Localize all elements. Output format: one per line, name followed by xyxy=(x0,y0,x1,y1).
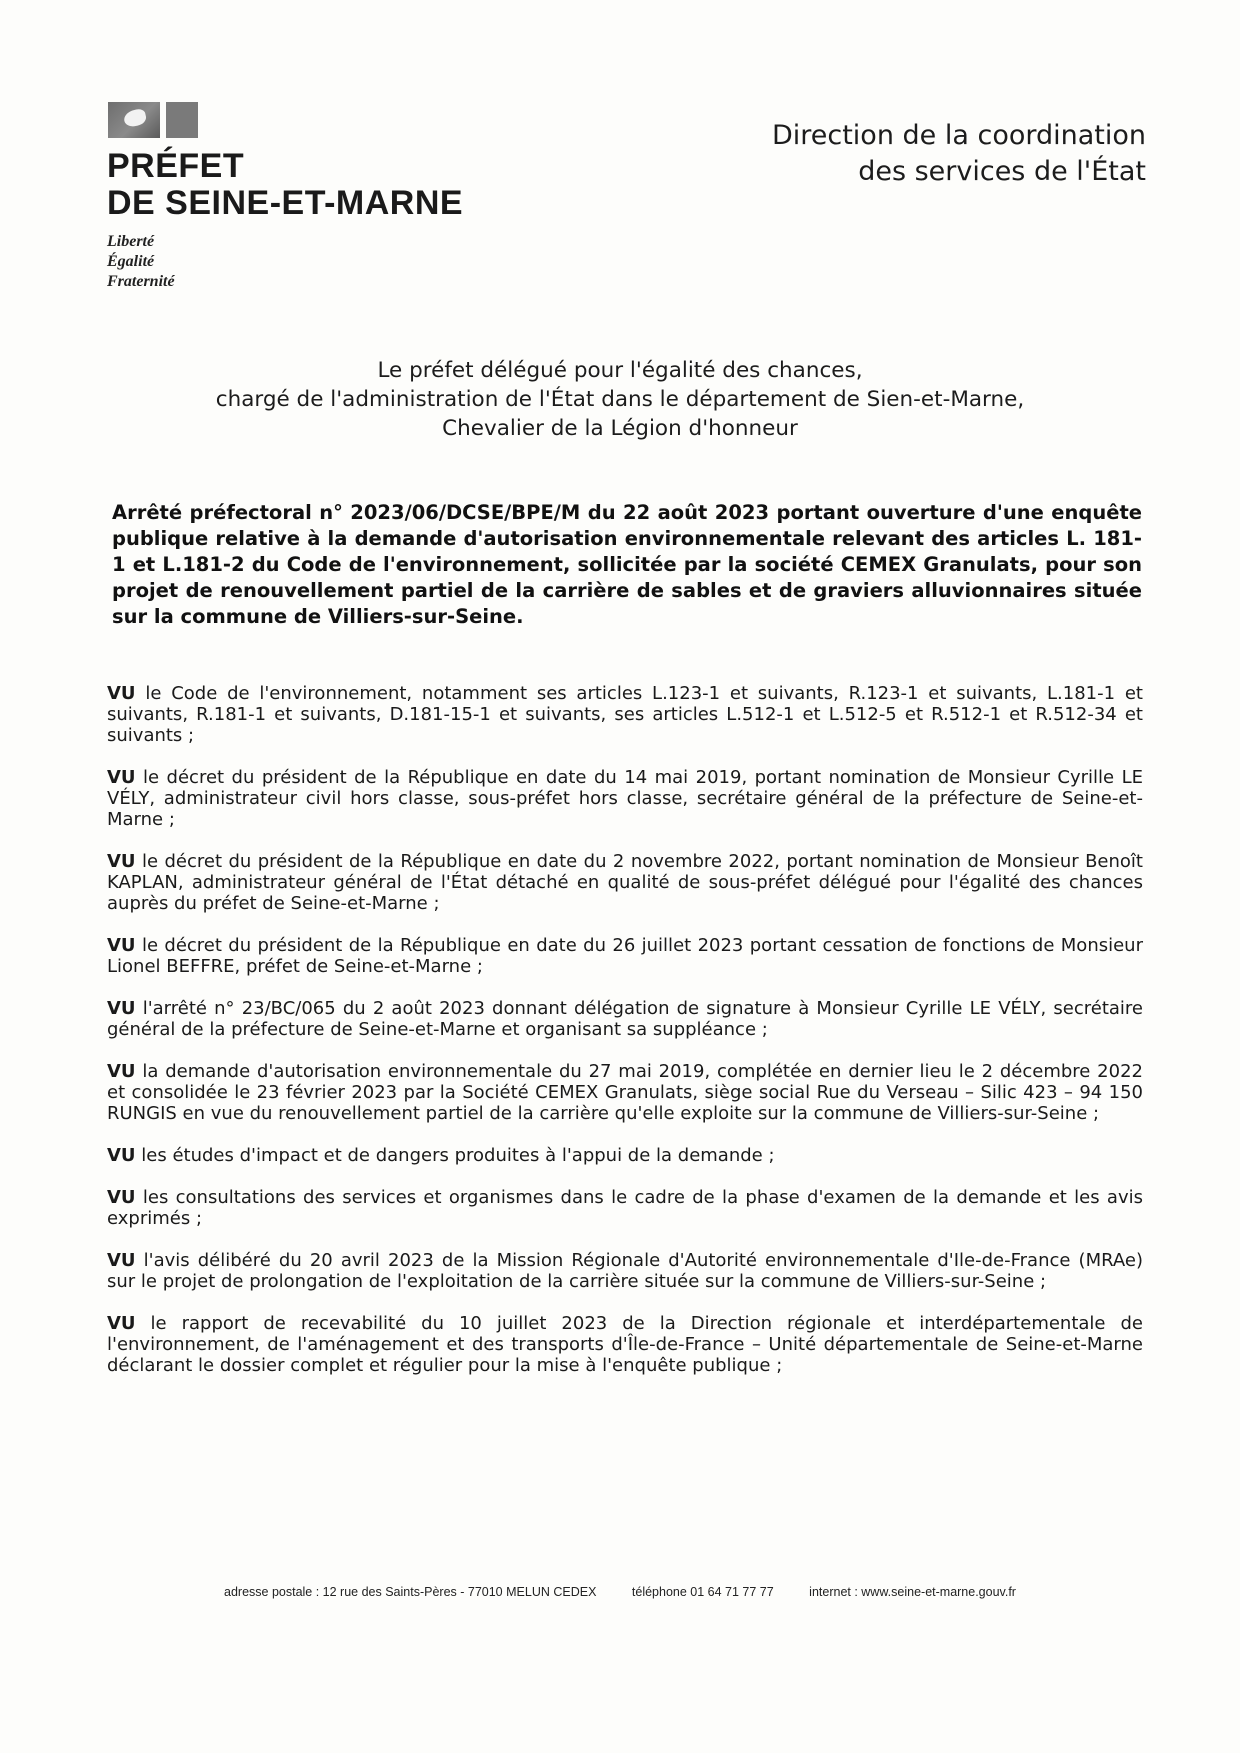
vu-keyword: VU xyxy=(107,1145,136,1166)
footer-website-link[interactable]: internet : www.seine-et-marne.gouv.fr xyxy=(809,1585,1016,1599)
vu-item xyxy=(107,683,1143,746)
vu-keyword: VU xyxy=(107,1313,136,1334)
direction-heading xyxy=(772,118,1146,190)
vu-text: le décret du président de la République en date du 2 novembre 2022, portant nomination de Monsieur Benoît KAPLAN, administrateur général de l'État détaché en qualité de sous-préfet délégué pour l'égalité des chances auprès du préfet de Seine-et-Marne ; xyxy=(107,851,1143,914)
vu-text: les études d'impact et de dangers produites à l'appui de la demande ; xyxy=(141,1145,775,1166)
vu-item xyxy=(107,998,1143,1040)
prefet-intro xyxy=(112,356,1128,443)
vu-item xyxy=(107,1313,1143,1376)
vu-keyword: VU xyxy=(107,1061,136,1082)
direction-line-2: des services de l'État xyxy=(858,156,1146,187)
vu-keyword: VU xyxy=(107,1250,136,1271)
vu-item xyxy=(107,1061,1143,1124)
motto-egalite: Égalité xyxy=(107,253,155,270)
vu-keyword: VU xyxy=(107,767,136,788)
vu-keyword: VU xyxy=(107,851,136,872)
vu-text: l'avis délibéré du 20 avril 2023 de la Mission Régionale d'Autorité environnementale d'Ile-de-France (MRAe) sur le projet de prolongation de l'exploitation de la carrière située sur la commune de Villiers-sur-Seine ; xyxy=(107,1250,1143,1292)
prefet-name xyxy=(107,148,463,222)
prefet-name-line-1: PRÉFET xyxy=(107,147,245,185)
vu-text: la demande d'autorisation environnementale du 27 mai 2019, complétée en dernier lieu le 2 décembre 2022 et consolidée le 23 février 2023 par la Société CEMEX Granulats, siège social Rue du Verseau – Silic 423 – 94 150 RUNGIS en vue du renouvellement partiel de la carrière qu'elle exploite sur la commune de Villiers-sur-Seine ; xyxy=(107,1061,1143,1124)
direction-line-1: Direction de la coordination xyxy=(771,120,1146,151)
vu-text: le décret du président de la République en date du 26 juillet 2023 portant cessation de fonctions de Monsieur Lionel BEFFRE, préfet de Seine-et-Marne ; xyxy=(107,935,1143,977)
vu-item xyxy=(107,935,1143,977)
vu-keyword: VU xyxy=(107,683,136,704)
vu-text: le rapport de recevabilité du 10 juillet 2023 de la Direction régionale et interdépartementale de l'environnement, de l'aménagement et des transports d'Île-de-France – Unité départementale de Seine-et-Marne déclarant le dossier complet et régulier pour la mise à l'enquête publique ; xyxy=(107,1313,1143,1376)
vu-item xyxy=(107,767,1143,830)
vu-keyword: VU xyxy=(107,935,136,956)
vu-keyword: VU xyxy=(107,1187,136,1208)
motto-fraternite: Fraternité xyxy=(107,273,175,290)
marianne-logo-icon xyxy=(108,102,200,138)
vu-text: le Code de l'environnement, notamment ses articles L.123-1 et suivants, R.123-1 et suivants, L.181-1 et suivants, R.181-1 et suivants, D.181-15-1 et suivants, ses articles L.512-1 et L.512-5 et R.512-1 et R.512-34 et suivants ; xyxy=(107,683,1143,746)
vu-list xyxy=(107,683,1143,1397)
arrete-title: Arrêté préfectoral n° 2023/06/DCSE/BPE/M du 22 août 2023 portant ouverture d'une enquête publique relative à la demande d'autorisation environnementale relevant des articles L. 181-1 et L.181-2 du Code de l'environnement, sollicitée par la société CEMEX Granulats, pour son projet de renouvellement partiel de la carrière de sables et de graviers alluvionnaires située sur la commune de Villiers-sur-Seine. xyxy=(112,501,1142,628)
vu-text: l'arrêté n° 23/BC/065 du 2 août 2023 donnant délégation de signature à Monsieur Cyrille LE VÉLY, secrétaire général de la préfecture de Seine-et-Marne et organisant sa suppléance ; xyxy=(107,998,1143,1040)
vu-item xyxy=(107,1250,1143,1292)
vu-item xyxy=(107,1145,1143,1166)
vu-item xyxy=(107,851,1143,914)
vu-keyword: VU xyxy=(107,998,136,1019)
vu-text: le décret du président de la République en date du 14 mai 2019, portant nomination de Monsieur Cyrille LE VÉLY, administrateur civil hors classe, sous-préfet hors classe, secrétaire général de la préfecture de Seine-et-Marne ; xyxy=(107,767,1143,830)
republic-motto xyxy=(107,232,463,292)
intro-line-3: Chevalier de la Légion d'honneur xyxy=(442,416,798,441)
footer-address: adresse postale : 12 rue des Saints-Pères - 77010 MELUN CEDEX xyxy=(224,1585,597,1599)
vu-item xyxy=(107,1187,1143,1229)
motto-liberte: Liberté xyxy=(107,233,155,250)
footer-phone: téléphone 01 64 71 77 77 xyxy=(631,1585,774,1599)
vu-text: les consultations des services et organismes dans le cadre de la phase d'examen de la demande et les avis exprimés ; xyxy=(107,1187,1143,1229)
prefecture-logo-block xyxy=(107,102,463,292)
prefet-name-line-2: DE SEINE-ET-MARNE xyxy=(107,184,464,222)
intro-line-1: Le préfet délégué pour l'égalité des chances, xyxy=(377,358,863,383)
intro-line-2: chargé de l'administration de l'État dans le département de Sien-et-Marne, xyxy=(215,387,1025,412)
page-footer xyxy=(0,1585,1240,1599)
